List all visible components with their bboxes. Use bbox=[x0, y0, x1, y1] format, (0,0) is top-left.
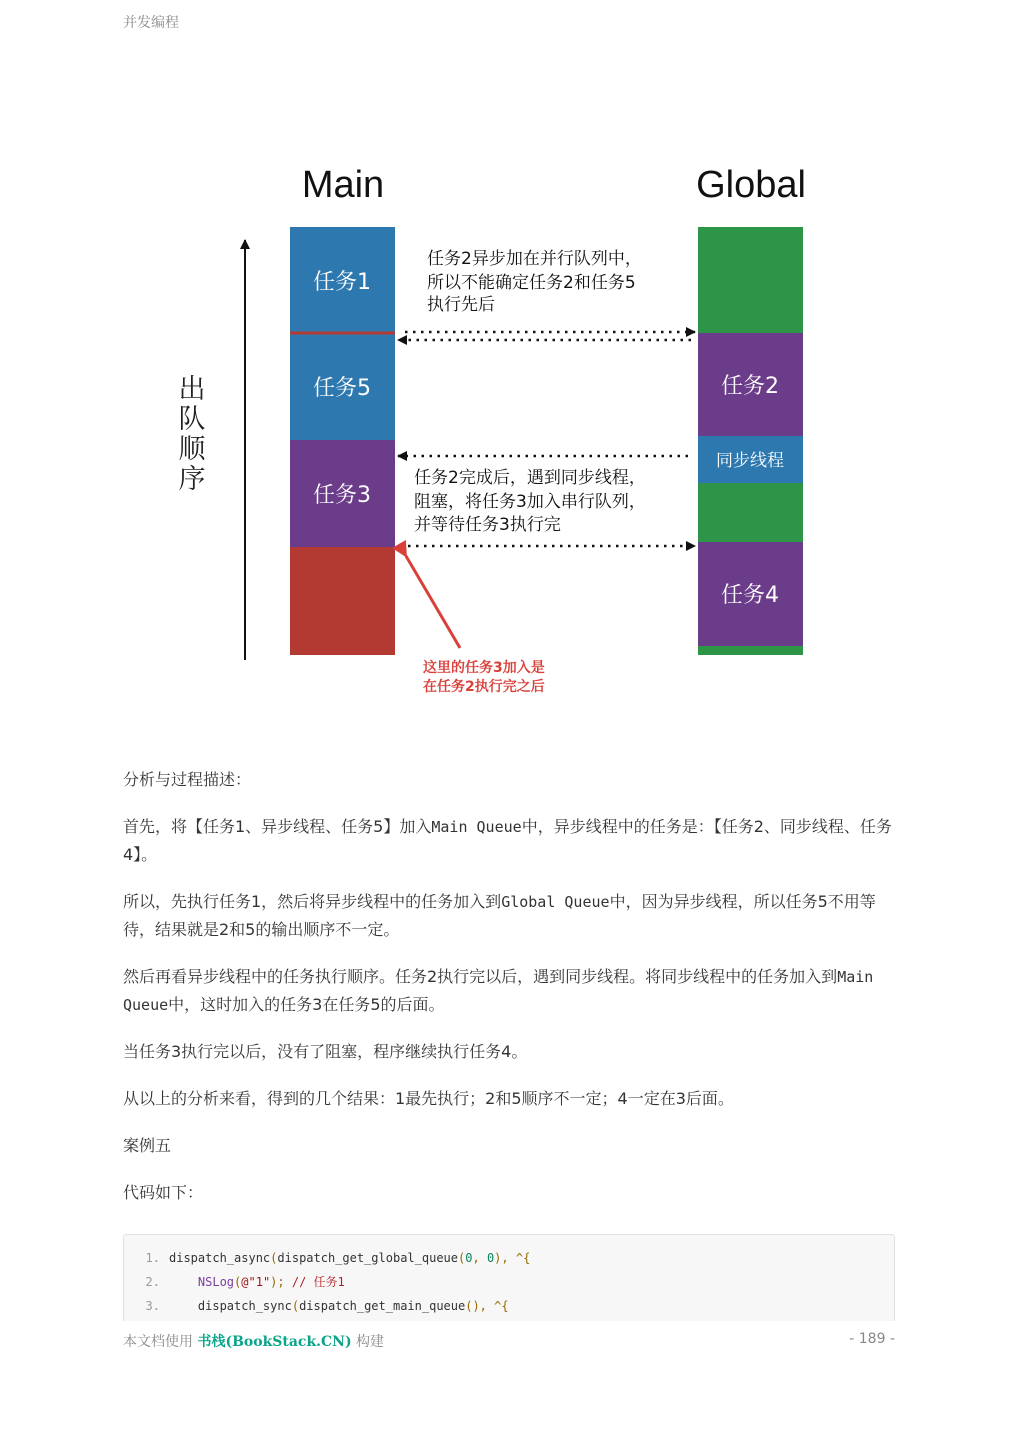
page-footer: 本文档使用 书栈(BookStack.CN) 构建 - 189 - bbox=[123, 1331, 895, 1350]
paragraph: 所以，先执行任务1，然后将异步线程中的任务加入到Global Queue中，因为异步线程，所以任务5不用等待，结果就是2和5的输出顺序不一定。 bbox=[123, 892, 876, 939]
note-red bbox=[423, 659, 545, 695]
axis-char: 队 bbox=[178, 404, 206, 435]
main-queue-column bbox=[290, 227, 395, 655]
global-block-green bbox=[698, 227, 803, 333]
code-line: 3. dispatch_sync(dispatch_get_main_queue(), ^{ bbox=[124, 1294, 894, 1318]
note-line: 并等待任务3执行完 bbox=[414, 515, 561, 535]
inline-code: Main Queue bbox=[431, 818, 522, 836]
note-middle bbox=[414, 468, 646, 535]
code-intro: 代码如下： bbox=[123, 1183, 204, 1202]
global-block-label: 任务4 bbox=[721, 583, 779, 608]
note-line: 在任务2执行完之后 bbox=[423, 679, 545, 695]
line-number: 2. bbox=[145, 1275, 160, 1289]
global-block-green bbox=[698, 646, 803, 655]
line-number: 3. bbox=[145, 1299, 160, 1313]
global-block-label: 任务2 bbox=[721, 374, 779, 399]
note-line: 阻塞，将任务3加入串行队列， bbox=[414, 492, 646, 512]
paragraph: 然后再看异步线程中的任务执行顺序。任务2执行完以后，遇到同步线程。将同步线程中的任务加入到Main Queue中，这时加入的任务3在任务5的后面。 bbox=[123, 967, 874, 1014]
paragraph: 从以上的分析来看，得到的几个结果：1最先执行；2和5顺序不一定；4一定在3后面。 bbox=[123, 1089, 734, 1108]
red-arrow bbox=[406, 556, 460, 648]
global-queue-title: Global bbox=[696, 164, 806, 206]
main-block-label: 任务3 bbox=[313, 483, 371, 508]
main-block-pending bbox=[290, 547, 395, 655]
running-header: 并发编程 bbox=[123, 15, 179, 31]
main-block-label: 任务5 bbox=[313, 376, 371, 401]
article-body bbox=[123, 766, 895, 1226]
axis-label bbox=[179, 374, 207, 495]
code-line: 1. dispatch_async(dispatch_get_global_queue(0, 0), ^{ bbox=[124, 1246, 894, 1270]
note-line: 任务2异步加在并行队列中， bbox=[427, 249, 642, 269]
inline-code: Global Queue bbox=[501, 893, 610, 911]
paragraph: 首先，将【任务1、异步线程、任务5】加入Main Queue中，异步线程中的任务是：【任务2、同步线程、任务4】。 bbox=[123, 817, 892, 864]
note-line: 任务2完成后，遇到同步线程， bbox=[414, 468, 646, 488]
section-title: 案例五 bbox=[123, 1136, 172, 1155]
axis-char: 顺 bbox=[178, 434, 206, 465]
global-block-green bbox=[698, 483, 803, 542]
inline-code: Main Queue bbox=[123, 968, 874, 1014]
main-queue-title: Main bbox=[301, 164, 385, 206]
page-number: - 189 - bbox=[849, 1331, 895, 1347]
axis-char: 序 bbox=[178, 464, 206, 495]
bookstack-link[interactable]: 书栈(BookStack.CN) bbox=[197, 1334, 352, 1350]
main-block-label: 任务1 bbox=[313, 270, 371, 295]
analysis-heading: 分析与过程描述： bbox=[123, 770, 252, 789]
note-line: 这里的任务3加入是 bbox=[423, 660, 545, 676]
note-top bbox=[427, 249, 642, 315]
paragraph: 当任务3执行完以后，没有了阻塞，程序继续执行任务4。 bbox=[123, 1042, 528, 1061]
code-block[interactable] bbox=[123, 1234, 895, 1321]
line-number: 1. bbox=[145, 1251, 160, 1265]
queue-diagram bbox=[123, 128, 895, 718]
code-line: 2. NSLog(@"1"); // 任务1 bbox=[124, 1270, 894, 1294]
global-block-label: 同步线程 bbox=[716, 451, 784, 471]
note-line: 执行先后 bbox=[427, 295, 495, 315]
axis-char: 出 bbox=[178, 374, 206, 405]
note-line: 所以不能确定任务2和任务5 bbox=[427, 273, 636, 293]
global-queue-column bbox=[698, 227, 803, 655]
